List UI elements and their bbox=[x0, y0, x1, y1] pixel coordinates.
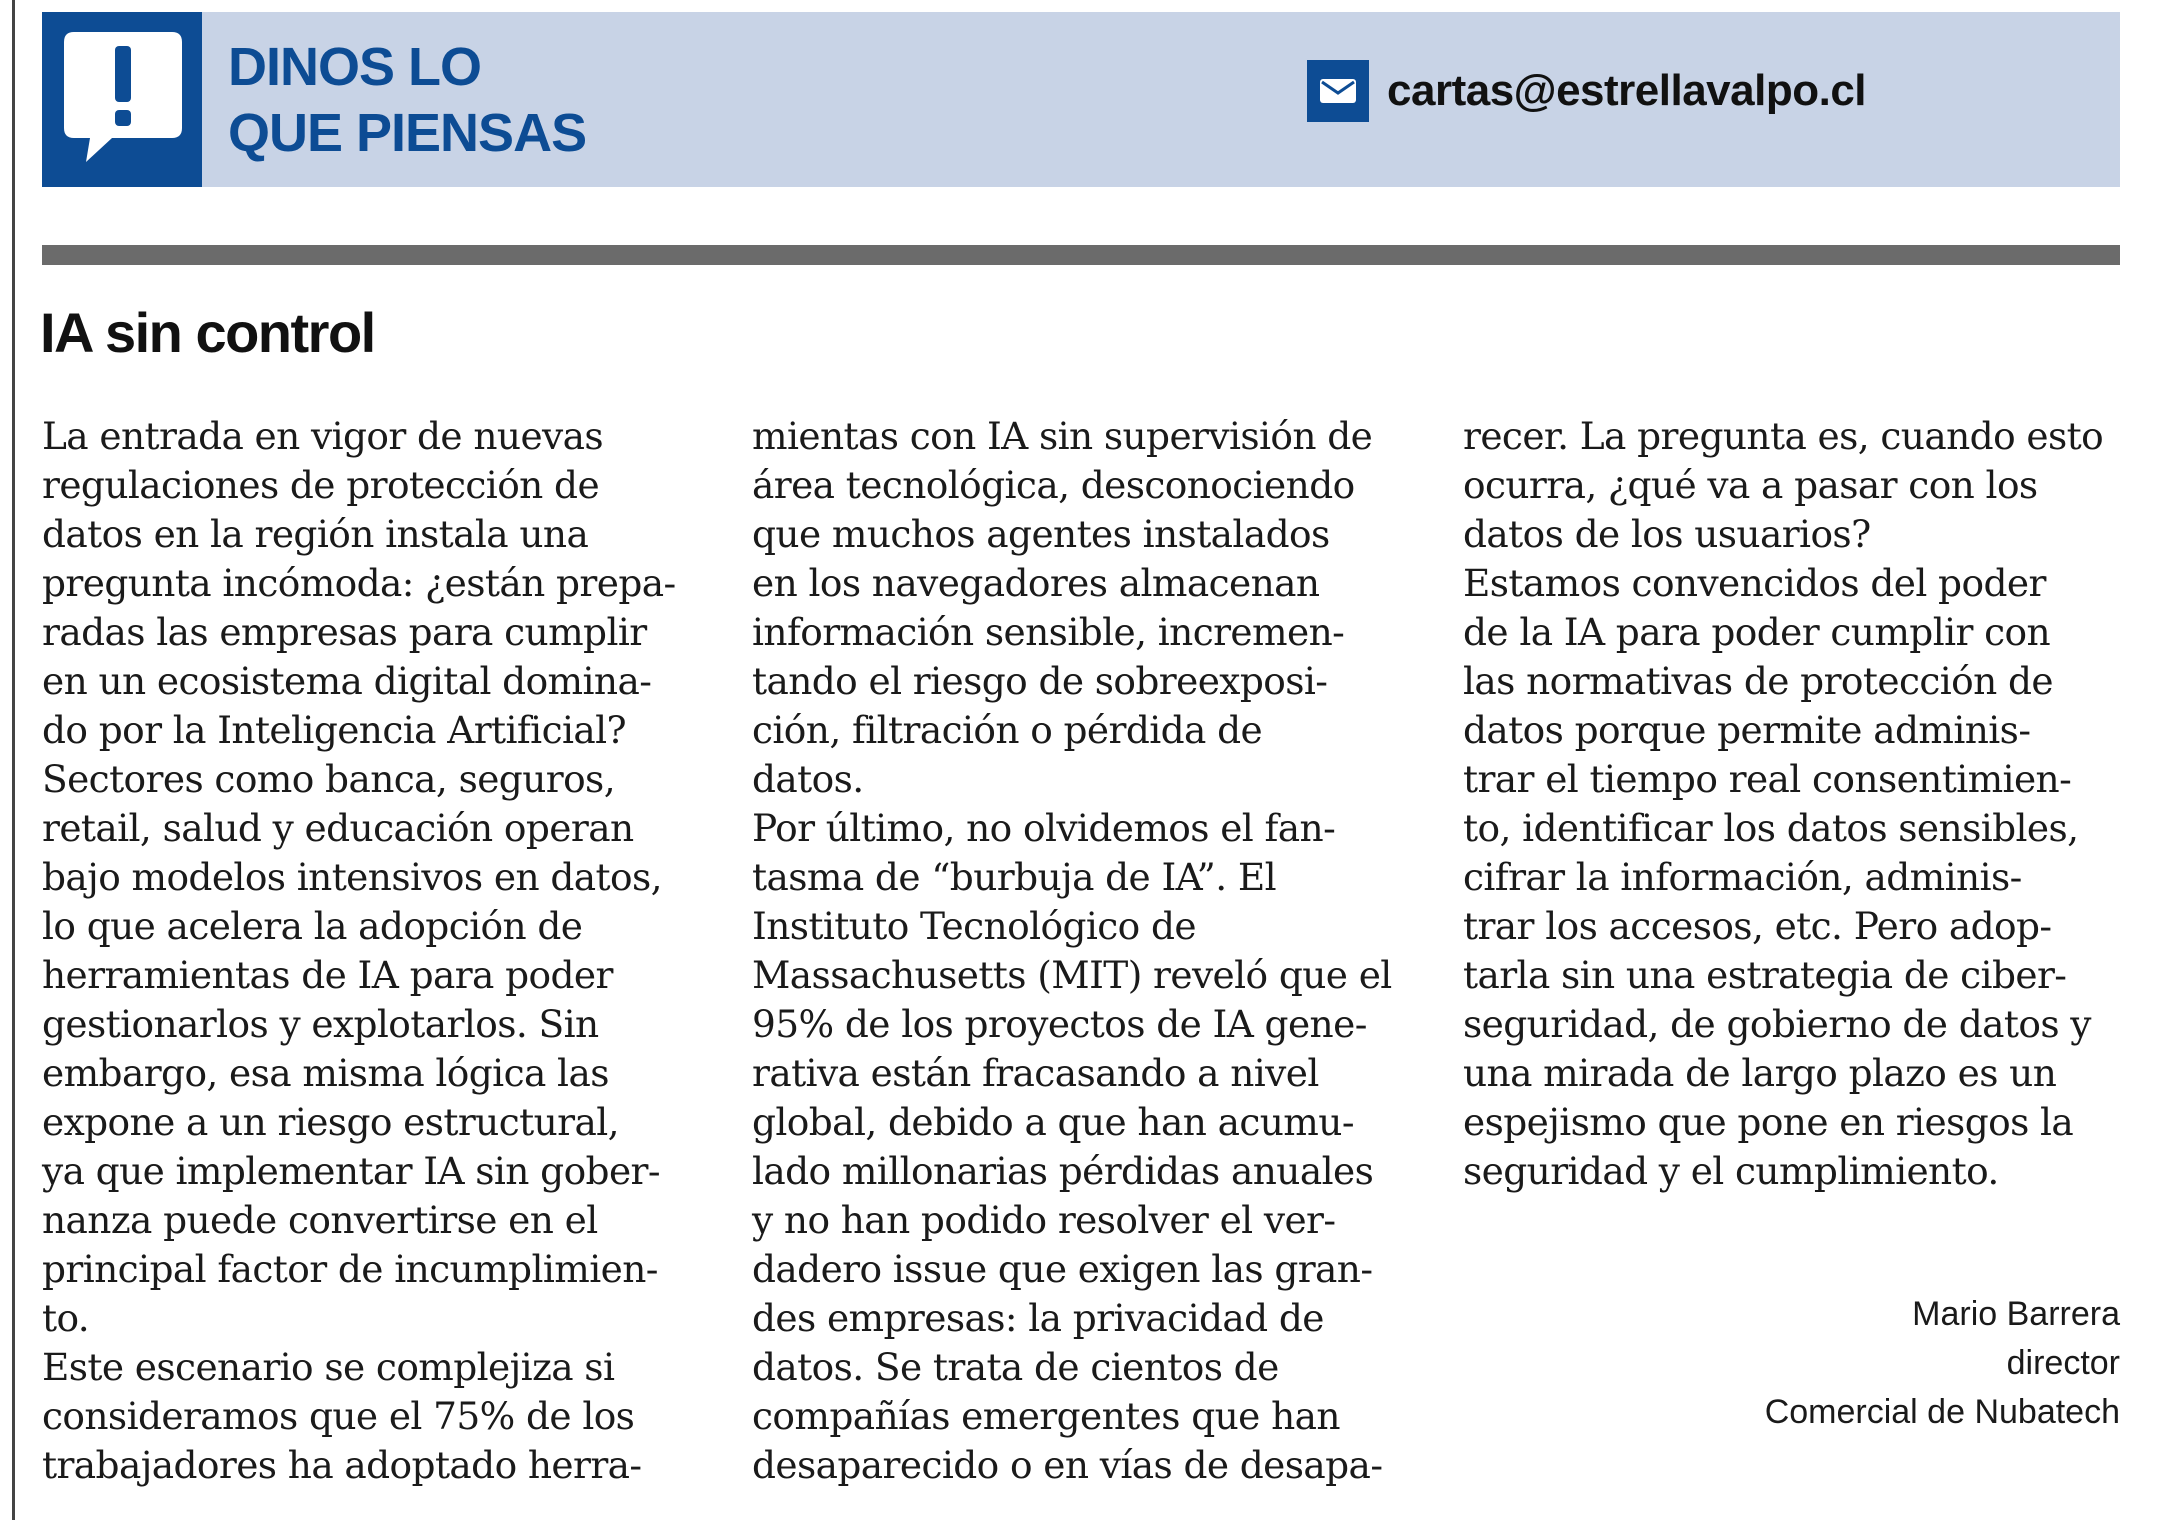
article-line: to, identificar los datos sensibles, bbox=[1463, 806, 2079, 850]
article-line: herramientas de IA para poder bbox=[42, 953, 613, 997]
article-line: consideramos que el 75% de los bbox=[42, 1394, 635, 1438]
article-line: dadero issue que exigen las gran- bbox=[752, 1247, 1373, 1291]
article-line: trabajadores ha adoptado herra- bbox=[42, 1443, 642, 1487]
signature-company: Comercial de Nubatech bbox=[1764, 1393, 2120, 1431]
article-line: Estamos convencidos del poder bbox=[1463, 561, 2046, 605]
article-line: des empresas: la privacidad de bbox=[752, 1296, 1324, 1340]
contact-email[interactable] bbox=[1307, 60, 1866, 122]
article-line: ocurra, ¿qué va a pasar con los bbox=[1463, 463, 2038, 507]
article-column-1 bbox=[42, 412, 722, 1490]
article-line: de la IA para poder cumplir con bbox=[1463, 610, 2051, 654]
article-line: las normativas de protección de bbox=[1463, 659, 2053, 703]
article-line: global, debido a que han acumu- bbox=[752, 1100, 1354, 1144]
article-line: Instituto Tecnológico de bbox=[752, 904, 1196, 948]
article-line: datos. bbox=[752, 757, 864, 801]
article-column-3 bbox=[1463, 412, 2143, 1196]
article-line: ción, filtración o pérdida de bbox=[752, 708, 1263, 752]
article-line: datos. Se trata de cientos de bbox=[752, 1345, 1279, 1389]
article-line: tarla sin una estrategia de ciber- bbox=[1463, 953, 2067, 997]
article-column-2 bbox=[752, 412, 1432, 1490]
article-line: Sectores como banca, seguros, bbox=[42, 757, 616, 801]
article-line: una mirada de largo plazo es un bbox=[1463, 1051, 2057, 1095]
envelope-icon bbox=[1307, 60, 1369, 122]
article-headline: IA sin control bbox=[40, 301, 375, 364]
header-icon-box bbox=[42, 12, 202, 187]
article-line: cifrar la información, adminis- bbox=[1463, 855, 2022, 899]
article-line: datos porque permite adminis- bbox=[1463, 708, 2031, 752]
article-line: retail, salud y educación operan bbox=[42, 806, 634, 850]
article-line: embargo, esa misma lógica las bbox=[42, 1051, 609, 1095]
article-line: Este escenario se complejiza si bbox=[42, 1345, 615, 1389]
article-line: datos de los usuarios? bbox=[1463, 512, 1871, 556]
signature-role: director bbox=[2006, 1344, 2120, 1382]
article-line: trar el tiempo real consentimien- bbox=[1463, 757, 2072, 801]
article-line: Por último, no olvidemos el fan- bbox=[752, 806, 1336, 850]
article-line: rativa están fracasando a nivel bbox=[752, 1051, 1319, 1095]
article-line: Massachusetts (MIT) reveló que el bbox=[752, 953, 1392, 997]
article-line: lado millonarias pérdidas anuales bbox=[752, 1149, 1374, 1193]
section-title-line-1: DINOS LO bbox=[228, 37, 482, 97]
article-line: mientas con IA sin supervisión de bbox=[752, 414, 1373, 458]
page-left-rule bbox=[12, 0, 15, 1520]
speech-bubble-exclamation-icon bbox=[64, 32, 182, 164]
article-line: regulaciones de protección de bbox=[42, 463, 600, 507]
signature-name: Mario Barrera bbox=[1912, 1295, 2120, 1333]
article-line: compañías emergentes que han bbox=[752, 1394, 1340, 1438]
article-line: en los navegadores almacenan bbox=[752, 561, 1320, 605]
article-line: La entrada en vigor de nuevas bbox=[42, 414, 604, 458]
section-title bbox=[228, 34, 586, 166]
article-line: radas las empresas para cumplir bbox=[42, 610, 647, 654]
letter-signature bbox=[1765, 1290, 2120, 1437]
section-title-line-2: QUE PIENSAS bbox=[228, 103, 587, 163]
article-line: ya que implementar IA sin gober- bbox=[42, 1149, 660, 1193]
article-line: recer. La pregunta es, cuando esto bbox=[1463, 414, 2104, 458]
article-line: área tecnológica, desconociendo bbox=[752, 463, 1355, 507]
article-line: gestionarlos y explotarlos. Sin bbox=[42, 1002, 599, 1046]
article-line: y no han podido resolver el ver- bbox=[752, 1198, 1336, 1242]
article-line: trar los accesos, etc. Pero adop- bbox=[1463, 904, 2052, 948]
article-line: to. bbox=[42, 1296, 90, 1340]
article-line: datos en la región instala una bbox=[42, 512, 589, 556]
article-line: que muchos agentes instalados bbox=[752, 512, 1330, 556]
article-line: do por la Inteligencia Artificial? bbox=[42, 708, 627, 752]
article-line: 95% de los proyectos de IA gene- bbox=[752, 1002, 1367, 1046]
article-line: lo que acelera la adopción de bbox=[42, 904, 583, 948]
article-line: principal factor de incumplimien- bbox=[42, 1247, 658, 1291]
article-line: tando el riesgo de sobreexposi- bbox=[752, 659, 1328, 703]
article-line: nanza puede convertirse en el bbox=[42, 1198, 598, 1242]
article-line: desaparecido o en vías de desapa- bbox=[752, 1443, 1383, 1487]
article-line: en un ecosistema digital domina- bbox=[42, 659, 652, 703]
article-line: información sensible, incremen- bbox=[752, 610, 1345, 654]
header-divider-bar bbox=[42, 245, 2120, 265]
article-line: pregunta incómoda: ¿están prepa- bbox=[42, 561, 676, 605]
article-line: espejismo que pone en riesgos la bbox=[1463, 1100, 2074, 1144]
article-line: expone a un riesgo estructural, bbox=[42, 1100, 619, 1144]
email-address-link[interactable]: cartas@estrellavalpo.cl bbox=[1387, 66, 1867, 115]
article-line: seguridad y el cumplimiento. bbox=[1463, 1149, 1999, 1193]
section-header bbox=[42, 12, 2120, 187]
article-line: seguridad, de gobierno de datos y bbox=[1463, 1002, 2091, 1046]
article-line: tasma de “burbuja de IA”. El bbox=[752, 855, 1277, 899]
article-line: bajo modelos intensivos en datos, bbox=[42, 855, 662, 899]
